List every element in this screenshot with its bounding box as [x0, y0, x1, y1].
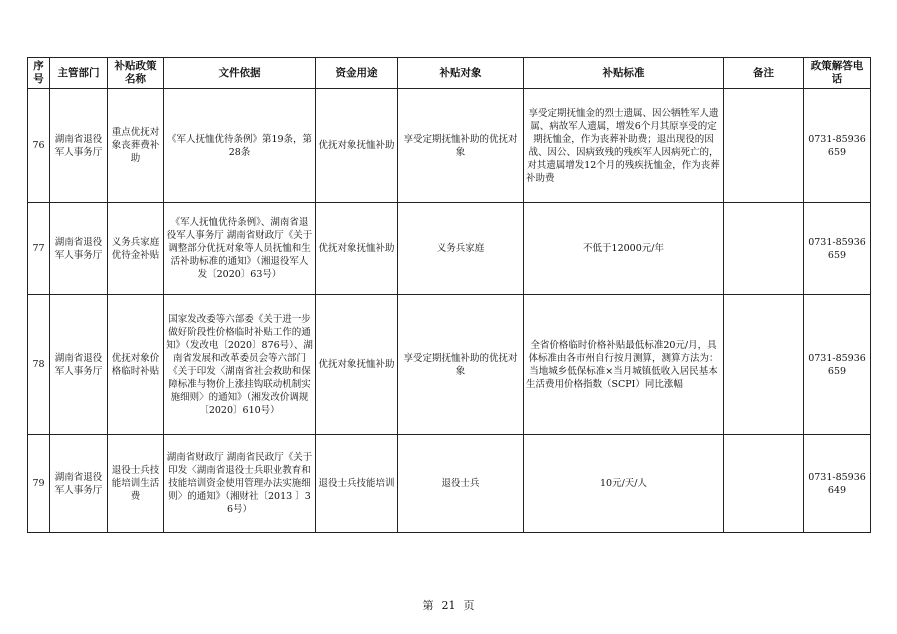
page-number: 21 — [441, 599, 456, 612]
header-document-basis: 文件依据 — [164, 58, 316, 89]
page-number-prefix: 第 — [422, 599, 434, 612]
header-policy-phone: 政策解答电话 — [804, 58, 871, 89]
cell-remark — [724, 203, 804, 295]
cell-policy-phone: 0731-85936659 — [804, 295, 871, 435]
cell-subsidy-target: 退役士兵 — [398, 435, 524, 533]
cell-remark — [724, 295, 804, 435]
cell-department: 湖南省退役军人事务厅 — [50, 435, 108, 533]
cell-policy-name: 义务兵家庭优待金补贴 — [108, 203, 164, 295]
cell-policy-phone: 0731-85936659 — [804, 203, 871, 295]
subsidy-policy-table — [27, 57, 871, 533]
cell-department: 湖南省退役军人事务厅 — [50, 89, 108, 203]
header-serial-number: 序号 — [28, 58, 50, 89]
cell-policy-phone: 0731-85936649 — [804, 435, 871, 533]
cell-policy-name: 优抚对象价格临时补贴 — [108, 295, 164, 435]
cell-subsidy-target: 享受定期抚恤补助的优抚对象 — [398, 89, 524, 203]
header-department: 主管部门 — [50, 58, 108, 89]
header-policy-name: 补贴政策名称 — [108, 58, 164, 89]
cell-subsidy-standard: 全省价格临时价格补贴最低标准20元/月，具体标准由各市州自行按月测算，测算方法为：当地城乡低保标准×当月城镇低收入居民基本生活费用价格指数（SCPI）同比涨幅 — [524, 295, 724, 435]
cell-document-basis: 《军人抚恤优待条例》第19条，第28条 — [164, 89, 316, 203]
page-number-suffix: 页 — [463, 599, 475, 612]
table-row — [28, 295, 871, 435]
cell-document-basis: 《军人抚恤优待条例》、湖南省退役军人事务厅 湖南省财政厅《关于调整部分优抚对象等人员抚恤和生活补助标准的通知》（湘退役军人发〔2020〕63号） — [164, 203, 316, 295]
cell-subsidy-standard: 10元/天/人 — [524, 435, 724, 533]
page-footer — [0, 597, 897, 613]
cell-remark — [724, 89, 804, 203]
cell-serial-number: 79 — [28, 435, 50, 533]
cell-serial-number: 78 — [28, 295, 50, 435]
cell-fund-usage: 优抚对象抚恤补助 — [316, 295, 398, 435]
table-row — [28, 89, 871, 203]
cell-subsidy-standard: 不低于12000元/年 — [524, 203, 724, 295]
cell-policy-name: 退役士兵技能培训生活费 — [108, 435, 164, 533]
header-subsidy-target: 补贴对象 — [398, 58, 524, 89]
header-fund-usage: 资金用途 — [316, 58, 398, 89]
header-subsidy-standard: 补贴标准 — [524, 58, 724, 89]
table-row — [28, 203, 871, 295]
cell-document-basis: 国家发改委等六部委《关于进一步做好阶段性价格临时补贴工作的通知》（发改电〔2020〕876号）、湖南省发展和改革委员会等六部门《关于印发〈湖南省社会救助和保障标准与物价上涨挂钩联动机制实施细则〉的通知》（湘发改价调规〔2020〕610号） — [164, 295, 316, 435]
cell-subsidy-target: 义务兵家庭 — [398, 203, 524, 295]
cell-serial-number: 76 — [28, 89, 50, 203]
cell-department: 湖南省退役军人事务厅 — [50, 203, 108, 295]
cell-document-basis: 湖南省财政厅 湖南省民政厅《关于印发〈湖南省退役士兵职业教育和技能培训资金使用管理办法实施细则〉的通知》（湘财社〔2013 〕36号） — [164, 435, 316, 533]
cell-policy-phone: 0731-85936659 — [804, 89, 871, 203]
header-remark: 备注 — [724, 58, 804, 89]
cell-subsidy-target: 享受定期抚恤补助的优抚对象 — [398, 295, 524, 435]
table-header-row — [28, 58, 871, 89]
cell-subsidy-standard: 享受定期抚恤金的烈士遗属、因公牺牲军人遗属、病故军人遗属，增发6个月其原享受的定期抚恤金，作为丧葬补助费；退出现役的因战、因公、因病致残的残疾军人因病死亡的，对其遗属增发12个月的残疾抚恤金，作为丧葬补助费 — [524, 89, 724, 203]
cell-department: 湖南省退役军人事务厅 — [50, 295, 108, 435]
cell-policy-name: 重点优抚对象丧葬费补助 — [108, 89, 164, 203]
cell-fund-usage: 退役士兵技能培训 — [316, 435, 398, 533]
cell-remark — [724, 435, 804, 533]
cell-serial-number: 77 — [28, 203, 50, 295]
cell-fund-usage: 优抚对象抚恤补助 — [316, 203, 398, 295]
cell-fund-usage: 优抚对象抚恤补助 — [316, 89, 398, 203]
table-row — [28, 435, 871, 533]
